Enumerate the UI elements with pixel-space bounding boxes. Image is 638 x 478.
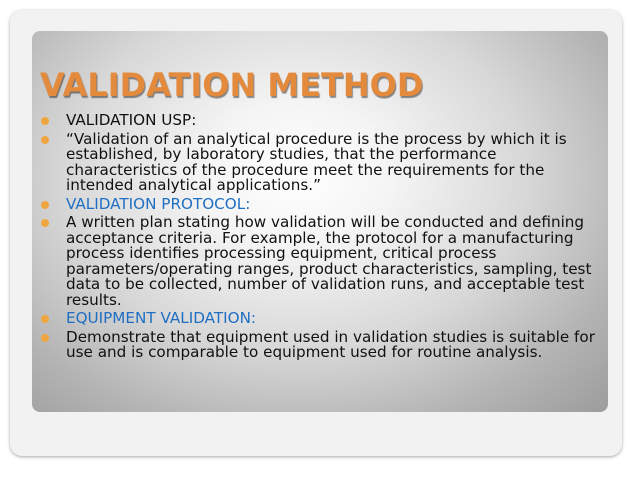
slide-panel — [32, 31, 608, 412]
list-item-text: Demonstrate that equipment used in validation studies is suitable for use and is comparable to equipment used for routine analysis. — [66, 327, 595, 361]
bullet-dot-icon — [41, 136, 49, 144]
list-item-protocol-heading — [32, 194, 608, 213]
list-item-text: A written plan stating how validation will be conducted and defining acceptance criteria. For example, the protocol for a manufacturing process identifies processing equipment, critical process parameters/operating ranges, product characteristics, sampling, test data to be collected, number of validation runs, and acceptable test results. — [66, 213, 592, 309]
list-item-usp-definition — [32, 129, 608, 194]
list-item-text: EQUIPMENT VALIDATION: — [66, 309, 257, 327]
list-item-text: “Validation of an analytical procedure is the process by which it is established, by laboratory studies, that the performance characteristics of the procedure meet the requirements for the intended analytical applications.” — [66, 129, 567, 194]
list-item-protocol-definition — [32, 215, 608, 308]
bullet-dot-icon — [41, 219, 49, 227]
list-item-text: VALIDATION PROTOCOL: — [66, 194, 251, 213]
bullet-dot-icon — [41, 201, 49, 209]
list-item-text: VALIDATION USP: — [66, 111, 197, 129]
list-item-equipment-definition — [32, 327, 608, 361]
bullet-dot-icon — [41, 334, 49, 342]
list-item-equipment-heading — [32, 311, 608, 327]
bullet-dot-icon — [41, 315, 49, 323]
list-item-usp-heading — [32, 113, 608, 129]
bullet-list — [32, 113, 608, 364]
bullet-dot-icon — [41, 117, 49, 125]
slide-title: VALIDATION METHOD — [40, 66, 424, 104]
